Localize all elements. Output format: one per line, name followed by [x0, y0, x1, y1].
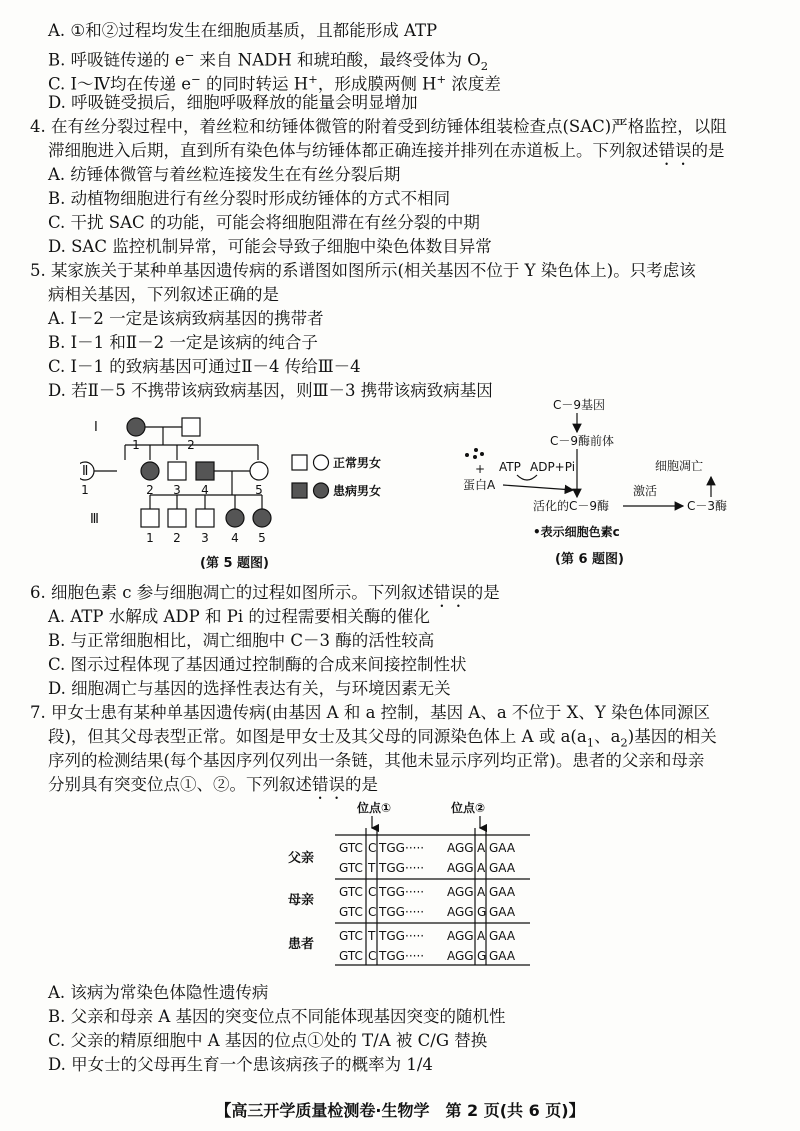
activate-label: 激活: [633, 484, 658, 498]
sequence-segment: C: [368, 949, 377, 963]
q5-option-c: C. Ⅰ－1 的致病基因可通过Ⅱ－4 传给Ⅲ－4: [48, 357, 361, 376]
q3-option-c: C. Ⅰ～Ⅳ均在传递 e− 的同时转运 H+，形成膜两侧 H+ 浓度差: [48, 72, 501, 94]
atp-hydrolysis-arrow: [517, 475, 537, 480]
q6-option-b: B. 与正常细胞相比，凋亡细胞中 C－3 酶的活性较高: [48, 631, 435, 650]
num-ii4: 4: [201, 483, 209, 497]
q5-stem-line1: 5. 某家族关于某种单基因遗传病的系谱图如图所示(相关基因不位于 Y 染色体上)。只考虑该: [30, 261, 696, 280]
q4-option-d: D. SAC 监控机制异常，可能会导致子细胞中染色体数目异常: [48, 237, 492, 256]
pedigree-ii3-normal-male: [168, 462, 186, 480]
q7-stem-line3: 序列的检测结果(每个基因序列仅列出一条链，其他未显示序列均正常)。患者的父亲和母亲: [48, 751, 705, 770]
legend-affected-label: 患病男女: [333, 484, 382, 498]
sequence-segment: GTC: [339, 841, 363, 855]
sequence-segment: AGG: [447, 929, 474, 943]
sequence-segment: GTC: [339, 885, 363, 899]
sequence-segment: C: [368, 841, 377, 855]
q5-stem-line2: 病相关基因，下列叙述正确的是: [48, 285, 279, 304]
legend-normal-label: 正常男女: [333, 456, 382, 470]
num-ii5: 5: [255, 483, 263, 497]
num-i2: 2: [187, 438, 195, 452]
pedigree-iii1-normal-male: [141, 509, 159, 527]
q7-option-c: C. 父亲的精原细胞中 A 基因的位点①处的 T/A 被 C/G 替换: [48, 1031, 488, 1050]
active-c9-label: 活化的C－9酶: [533, 499, 610, 513]
sequence-segment: TGG: [379, 885, 405, 899]
sequence-segment: AGG: [447, 949, 474, 963]
father-label: 父亲: [288, 851, 315, 866]
page-footer: 【高三开学质量检测卷·生物学 第 2 页(共 6 页)】: [215, 1101, 585, 1120]
pedigree-iii4-affected-female: [226, 509, 244, 527]
q6-option-c: C. 图示过程体现了基因通过控制酶的合成来间接控制性状: [48, 655, 467, 674]
num-iii1: 1: [146, 531, 154, 545]
q4-option-b: B. 动植物细胞进行有丝分裂时形成纺锤体的方式不相同: [48, 189, 451, 208]
num-iii5: 5: [258, 531, 266, 545]
num-iii3: 3: [201, 531, 209, 545]
sequence-segment: C: [368, 885, 377, 899]
sequence-segment: ·····: [405, 949, 425, 963]
plus-sign: +: [475, 462, 486, 476]
q4-stem-line1: 4. 在有丝分裂过程中，着丝粒和纺锤体微管的附着受到纺锤体组装检查点(SAC)严格监控，以阻: [30, 117, 727, 136]
atp-label: ATP: [499, 460, 521, 474]
patient-label: 患者: [288, 937, 315, 952]
pedigree-ii4-affected-male: [196, 462, 214, 480]
sequence-segment: ·····: [405, 929, 425, 943]
sequence-segment: GAA: [489, 929, 516, 943]
gen-label-i: Ⅰ: [94, 420, 98, 435]
sequence-segment: GTC: [339, 861, 363, 875]
sequence-segment: TGG: [379, 841, 405, 855]
pedigree-iii5-affected-female: [253, 509, 271, 527]
q7-stem-line2: 段)，但其父母表型正常。如图是甲女士及其父母的同源染色体上 A 或 $a(a_1$、$a_2$)基因的相关: [48, 727, 717, 750]
sequence-segment: TGG: [379, 929, 405, 943]
num-i1: 1: [132, 438, 140, 452]
sequence-segment: T: [368, 861, 376, 875]
sequence-segment: TGG: [379, 949, 405, 963]
sequence-segment: T: [368, 929, 376, 943]
legend-affected-female-icon: [314, 483, 329, 498]
sequence-segment: GTC: [339, 949, 363, 963]
sequence-segment: GAA: [489, 841, 516, 855]
c3-label: C－3酶: [687, 499, 728, 513]
q7-option-a: A. 该病为常染色体隐性遗传病: [48, 983, 269, 1002]
sequence-segment: G: [477, 905, 487, 919]
sequence-segment: AGG: [447, 861, 474, 875]
num-ii1: 1: [81, 483, 89, 497]
pedigree-i1-affected-female: [127, 418, 145, 436]
sequence-segment: TGG: [379, 861, 405, 875]
num-ii2: 2: [146, 483, 154, 497]
num-iii2: 2: [173, 531, 181, 545]
sequence-segment: ·····: [405, 841, 425, 855]
gen-label-ii: Ⅱ: [82, 464, 89, 479]
q6-stem: 6. 细胞色素 c 参与细胞凋亡的过程如图所示。下列叙述错误的是: [30, 583, 500, 602]
pedigree-iii3-normal-male: [196, 509, 214, 527]
sequence-segment: A: [477, 885, 486, 899]
sequence-segment: A: [477, 841, 486, 855]
legend-affected-male-icon: [292, 483, 307, 498]
sequence-segment: A: [477, 861, 486, 875]
sequence-segment: GTC: [339, 929, 363, 943]
gen-label-iii: Ⅲ: [90, 512, 99, 527]
q3-option-d: D. 呼吸链受损后，细胞呼吸释放的能量会明显增加: [48, 93, 418, 112]
sequence-segment: AGG: [447, 885, 474, 899]
sequence-segment: GTC: [339, 905, 363, 919]
pedigree-ii2-affected-female: [141, 462, 159, 480]
protein-a-label: 蛋白A: [463, 478, 496, 492]
site2-label: 位点②: [451, 801, 486, 815]
sequence-segment: G: [477, 949, 487, 963]
protein-a-arrow: [503, 485, 573, 490]
q7-stem-line1: 7. 甲女士患有某种单基因遗传病(由基因 A 和 a 控制，基因 A、a 不位于 X、Y 染色体同源区: [30, 703, 711, 722]
pedigree-ii5-normal-female: [250, 462, 268, 480]
fig6-legend: •表示细胞色素c: [533, 525, 620, 539]
apoptosis-pathway-figure: [455, 395, 775, 580]
sequence-segment: ·····: [405, 861, 425, 875]
sequence-segment: AGG: [447, 905, 474, 919]
num-iii4: 4: [231, 531, 239, 545]
sequence-segment: A: [477, 929, 486, 943]
adp-pi-label: ADP+Pi: [530, 460, 576, 474]
pedigree-i2-normal-male: [182, 418, 200, 436]
fig6-caption: (第 6 题图): [555, 552, 624, 567]
q7-option-d: D. 甲女士的父母再生育一个患该病孩子的概率为 1/4: [48, 1055, 433, 1074]
site1-label: 位点①: [357, 801, 392, 815]
mother-label: 母亲: [288, 893, 315, 908]
sequence-figure: [280, 798, 540, 978]
num-ii3: 3: [173, 483, 181, 497]
sequence-segment: AGG: [447, 841, 474, 855]
sequence-segment: GAA: [489, 885, 516, 899]
q6-option-d: D. 细胞凋亡与基因的选择性表达有关，与环境因素无关: [48, 679, 451, 698]
sequence-segment: ·····: [405, 905, 425, 919]
sequence-segment: ·····: [405, 885, 425, 899]
legend-normal-female-icon: [314, 455, 329, 470]
q3-option-b: B. 呼吸链传递的 e− 来自 NADH 和琥珀酸，最终受体为 $O_2$: [48, 48, 489, 73]
apoptosis-label: 细胞凋亡: [655, 459, 704, 473]
q4-option-c: C. 干扰 SAC 的功能，可能会将细胞阻滞在有丝分裂的中期: [48, 213, 480, 232]
c9-precursor-label: C－9酶前体: [550, 434, 615, 448]
sequence-segment: TGG: [379, 905, 405, 919]
q7-stem-line4: 分别具有突变位点①、②。下列叙述错误的是: [48, 775, 378, 794]
pedigree-figure: [80, 405, 440, 580]
q5-option-a: A. Ⅰ－2 一定是该病致病基因的携带者: [48, 309, 324, 328]
sequence-segment: GAA: [489, 861, 516, 875]
q3-option-a: A. ①和②过程均发生在细胞质基质，且都能形成 ATP: [48, 21, 438, 40]
q5-option-d: D. 若Ⅱ－5 不携带该病致病基因，则Ⅲ－3 携带该病致病基因: [48, 381, 493, 400]
q4-option-a: A. 纺锤体微管与着丝粒连接发生在有丝分裂后期: [48, 165, 401, 184]
sequence-segment: GAA: [489, 905, 516, 919]
q7-option-b: B. 父亲和母亲 A 基因的突变位点不同能体现基因突变的随机性: [48, 1007, 506, 1026]
cytochrome-c-dots: [465, 448, 484, 459]
c9-gene-label: C－9基因: [553, 398, 606, 412]
pedigree-iii2-normal-male: [168, 509, 186, 527]
sequence-segment: C: [368, 905, 377, 919]
legend-normal-male-icon: [292, 455, 307, 470]
q5-option-b: B. Ⅰ－1 和Ⅱ－2 一定是该病的纯合子: [48, 333, 318, 352]
fig5-caption: (第 5 题图): [200, 556, 269, 571]
sequence-segment: GAA: [489, 949, 516, 963]
q6-option-a: A. ATP 水解成 ADP 和 Pi 的过程需要相关酶的催化: [48, 607, 430, 626]
q4-stem-line2: 滞细胞进入后期，直到所有染色体与纺锤体都正确连接并排列在赤道板上。下列叙述错误的是: [48, 141, 725, 160]
